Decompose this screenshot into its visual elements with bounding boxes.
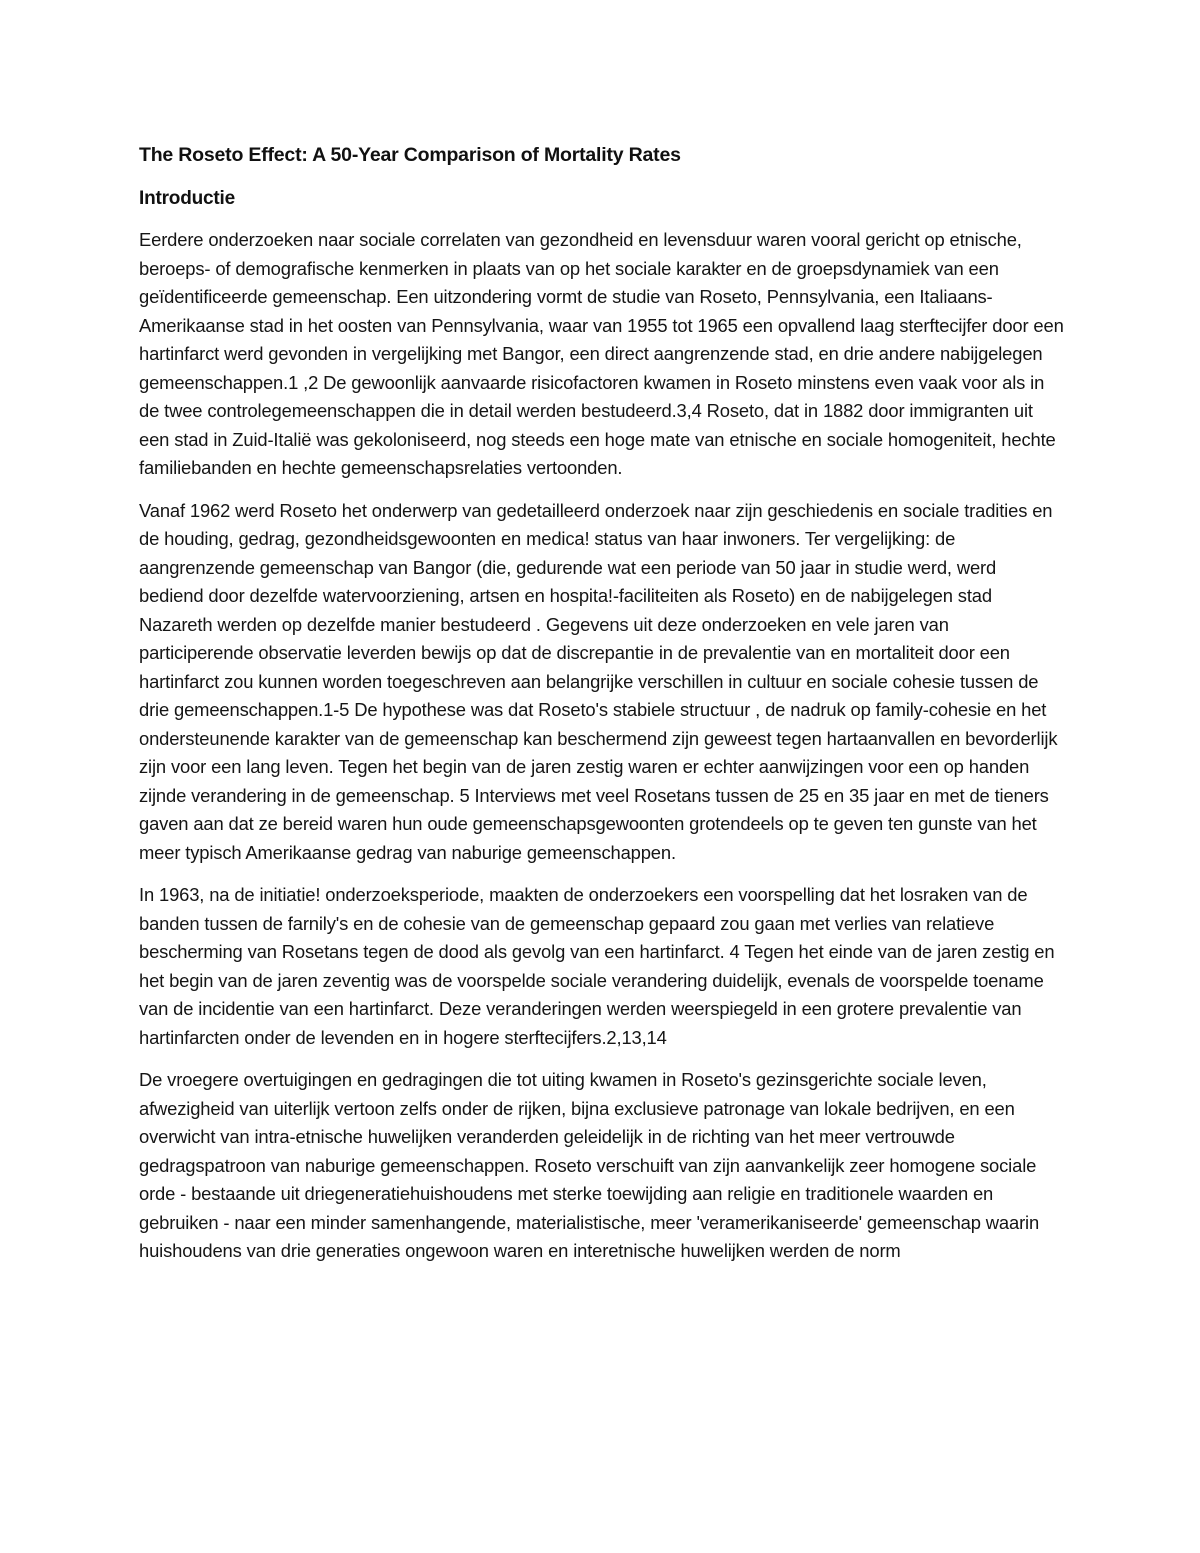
paragraph-1: Eerdere onderzoeken naar sociale correlaten van gezondheid en levensduur waren vooral gericht op etnische, beroeps- of demografische kenmerken in plaats van op het sociale karakter en de groepsdynamiek van een geïdentificeerde gemeenschap. Een uitzondering vormt de studie van Roseto, Pennsylvania, een Italiaans-Amerikaanse stad in het oosten van Pennsylvania, waar van 1955 tot 1965 een opvallend laag sterftecijfer door een hartinfarct werd gevonden in vergelijking met Bangor, een direct aangrenzende stad, en drie andere nabijgelegen gemeenschappen.1 ,2 De gewoonlijk aanvaarde risicofactoren kwamen in Roseto minstens even vaak voor als in de twee controlegemeenschappen die in detail werden bestudeerd.3,4 Roseto, dat in 1882 door immigranten uit een stad in Zuid-Italië was gekoloniseerd, nog steeds een hoge mate van etnische en sociale homogeniteit, hechte familiebanden en hechte gemeenschapsrelaties vertoonden. (139, 229, 1064, 478)
section-heading: Introductie (139, 188, 235, 209)
paragraph-4: De vroegere overtuigingen en gedragingen die tot uiting kwamen in Roseto's gezinsgerichte sociale leven, afwezigheid van uiterlijk vertoon zelfs onder de rijken, bijna exclusieve patronage van lokale bedrijven, en een overwicht van intra-etnische huwelijken veranderden geleidelijk in de richting van het meer vertrouwde gedragspatroon van naburige gemeenschappen. Roseto verschuift van zijn aanvankelijk zeer homogene sociale orde - bestaande uit driegeneratiehuishoudens met sterke toewijding aan religie en traditionele waarden en gebruiken - naar een minder samenhangende, materialistische, meer 'veramerikaniseerde' gemeenschap waarin huishoudens van drie generaties ongewoon waren en interetnische huwelijken werden de norm (139, 1069, 1040, 1261)
paragraph-3: In 1963, na de initiatie! onderzoeksperiode, maakten de onderzoekers een voorspelling dat het losraken van de banden tussen de farnily's en de cohesie van de gemeenschap gepaard zou gaan met verlies van relatieve bescherming van Rosetans tegen de dood als gevolg van een hartinfarct. 4 Tegen het einde van de jaren zestig en het begin van de jaren zeventig was de voorspelde sociale verandering duidelijk, evenals de voorspelde toename van de incidentie van een hartinfarct. Deze veranderingen werden weerspiegeld in een grotere prevalentie van hartinfarcten onder de levenden en in hogere sterftecijfers.2,13,14 (139, 884, 1055, 1048)
paragraph-2: Vanaf 1962 werd Roseto het onderwerp van gedetailleerd onderzoek naar zijn geschiedenis en sociale tradities en de houding, gedrag, gezondheidsgewoonten en medica! status van haar inwoners. Ter vergelijking: de aangrenzende gemeenschap van Bangor (die, gedurende wat een periode van 50 jaar in studie werd, werd bediend door dezelfde watervoorziening, artsen en hospita!-faciliteiten als Roseto) en de nabijgelegen stad Nazareth werden op dezelfde manier bestudeerd . Gegevens uit deze onderzoeken en vele jaren van participerende observatie leverden bewijs op dat de discrepantie in de prevalentie van en mortaliteit door een hartinfarct zou kunnen worden toegeschreven aan belangrijke verschillen in cultuur en sociale cohesie tussen de drie gemeenschappen.1-5 De hypothese was dat Roseto's stabiele structuur , de nadruk op family-cohesie en het ondersteunende karakter van de gemeenschap kan beschermend zijn geweest tegen hartaanvallen en bevorderlijk zijn voor een lang leven. Tegen het begin van de jaren zestig waren er echter aanwijzingen voor een op handen zijnde verandering in de gemeenschap. 5 Interviews met veel Rosetans tussen de 25 en 35 jaar en met de tieners gaven aan dat ze bereid waren hun oude gemeenschapsgewoonten grotendeels op te geven ten gunste van het meer typisch Amerikaanse gedrag van naburige gemeenschappen. (139, 499, 1058, 863)
document-body (139, 140, 1064, 1280)
document-title: The Roseto Effect: A 50-Year Comparison of Mortality Rates (139, 144, 681, 166)
